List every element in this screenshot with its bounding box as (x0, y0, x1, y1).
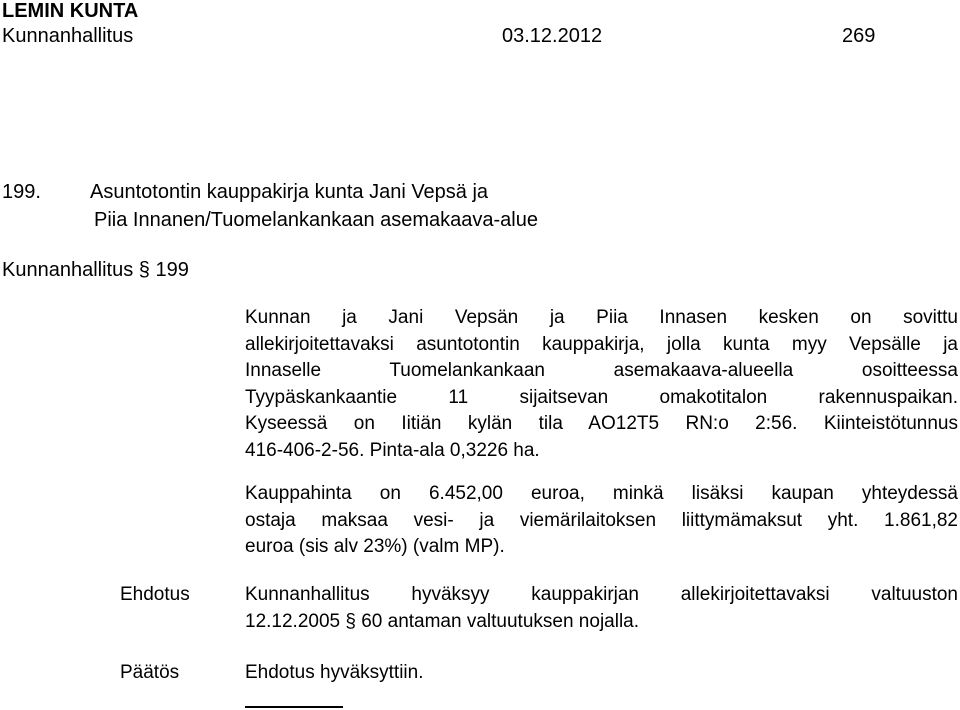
paragraph-line: Kunnan ja Jani Vepsän ja Piia Innasen kesken on sovittu (245, 307, 958, 328)
reference-line: Kunnanhallitus § 199 (2, 259, 189, 281)
paragraph-line: Kauppahinta on 6.452,00 euroa, minkä lisäksi kaupan yhteydessä (245, 483, 958, 504)
paragraph-line: 416-406-2-56. Pinta-ala 0,3226 ha. (245, 439, 540, 461)
paragraph-line: ostaja maksaa vesi- ja viemärilaitoksen liittymämaksut yht. 1.861,82 (245, 509, 958, 531)
proposal-text (245, 582, 958, 635)
header-date: 03.12.2012 (502, 25, 603, 47)
paragraph-line: Kyseessä on Iitiän kylän tila AO12T5 RN:o 2:56. Kiinteistötunnus (245, 413, 958, 434)
paragraph-price (245, 481, 958, 561)
decision-label: Päätös (120, 662, 180, 683)
signature-rule (245, 706, 343, 708)
decision-text (245, 660, 958, 687)
paragraph-description (245, 305, 958, 464)
paragraph-line: Kunnanhallitus hyväksyy kauppakirjan allekirjoitettavaksi valtuuston (245, 584, 958, 605)
paragraph-line: Innaselle Tuomelankankaan asemakaava-alueella osoitteessa (245, 360, 958, 381)
header-page-number: 269 (842, 25, 876, 47)
paragraph-line: Tyypäskankaantie 11 sijaitsevan omakotitalon rakennuspaikan. (245, 386, 958, 408)
organization-name: LEMIN KUNTA (2, 0, 139, 22)
item-title-line2: Piia Innanen/Tuomelankankaan asemakaava-alue (94, 209, 538, 231)
paragraph-line: 12.12.2005 § 60 antaman valtuutuksen nojalla. (245, 610, 640, 632)
header-body-name: Kunnanhallitus (2, 25, 134, 47)
paragraph-line: euroa (sis alv 23%) (valm MP). (245, 536, 505, 557)
item-title-line1: Asuntotontin kauppakirja kunta Jani Vepsä ja (90, 181, 489, 203)
paragraph-line: allekirjoitettavaksi asuntotontin kauppakirja, jolla kunta myy Vepsälle ja (245, 333, 958, 355)
paragraph-line: Ehdotus hyväksyttiin. (245, 662, 424, 683)
proposal-label: Ehdotus (120, 584, 190, 605)
item-number: 199. (2, 181, 41, 203)
